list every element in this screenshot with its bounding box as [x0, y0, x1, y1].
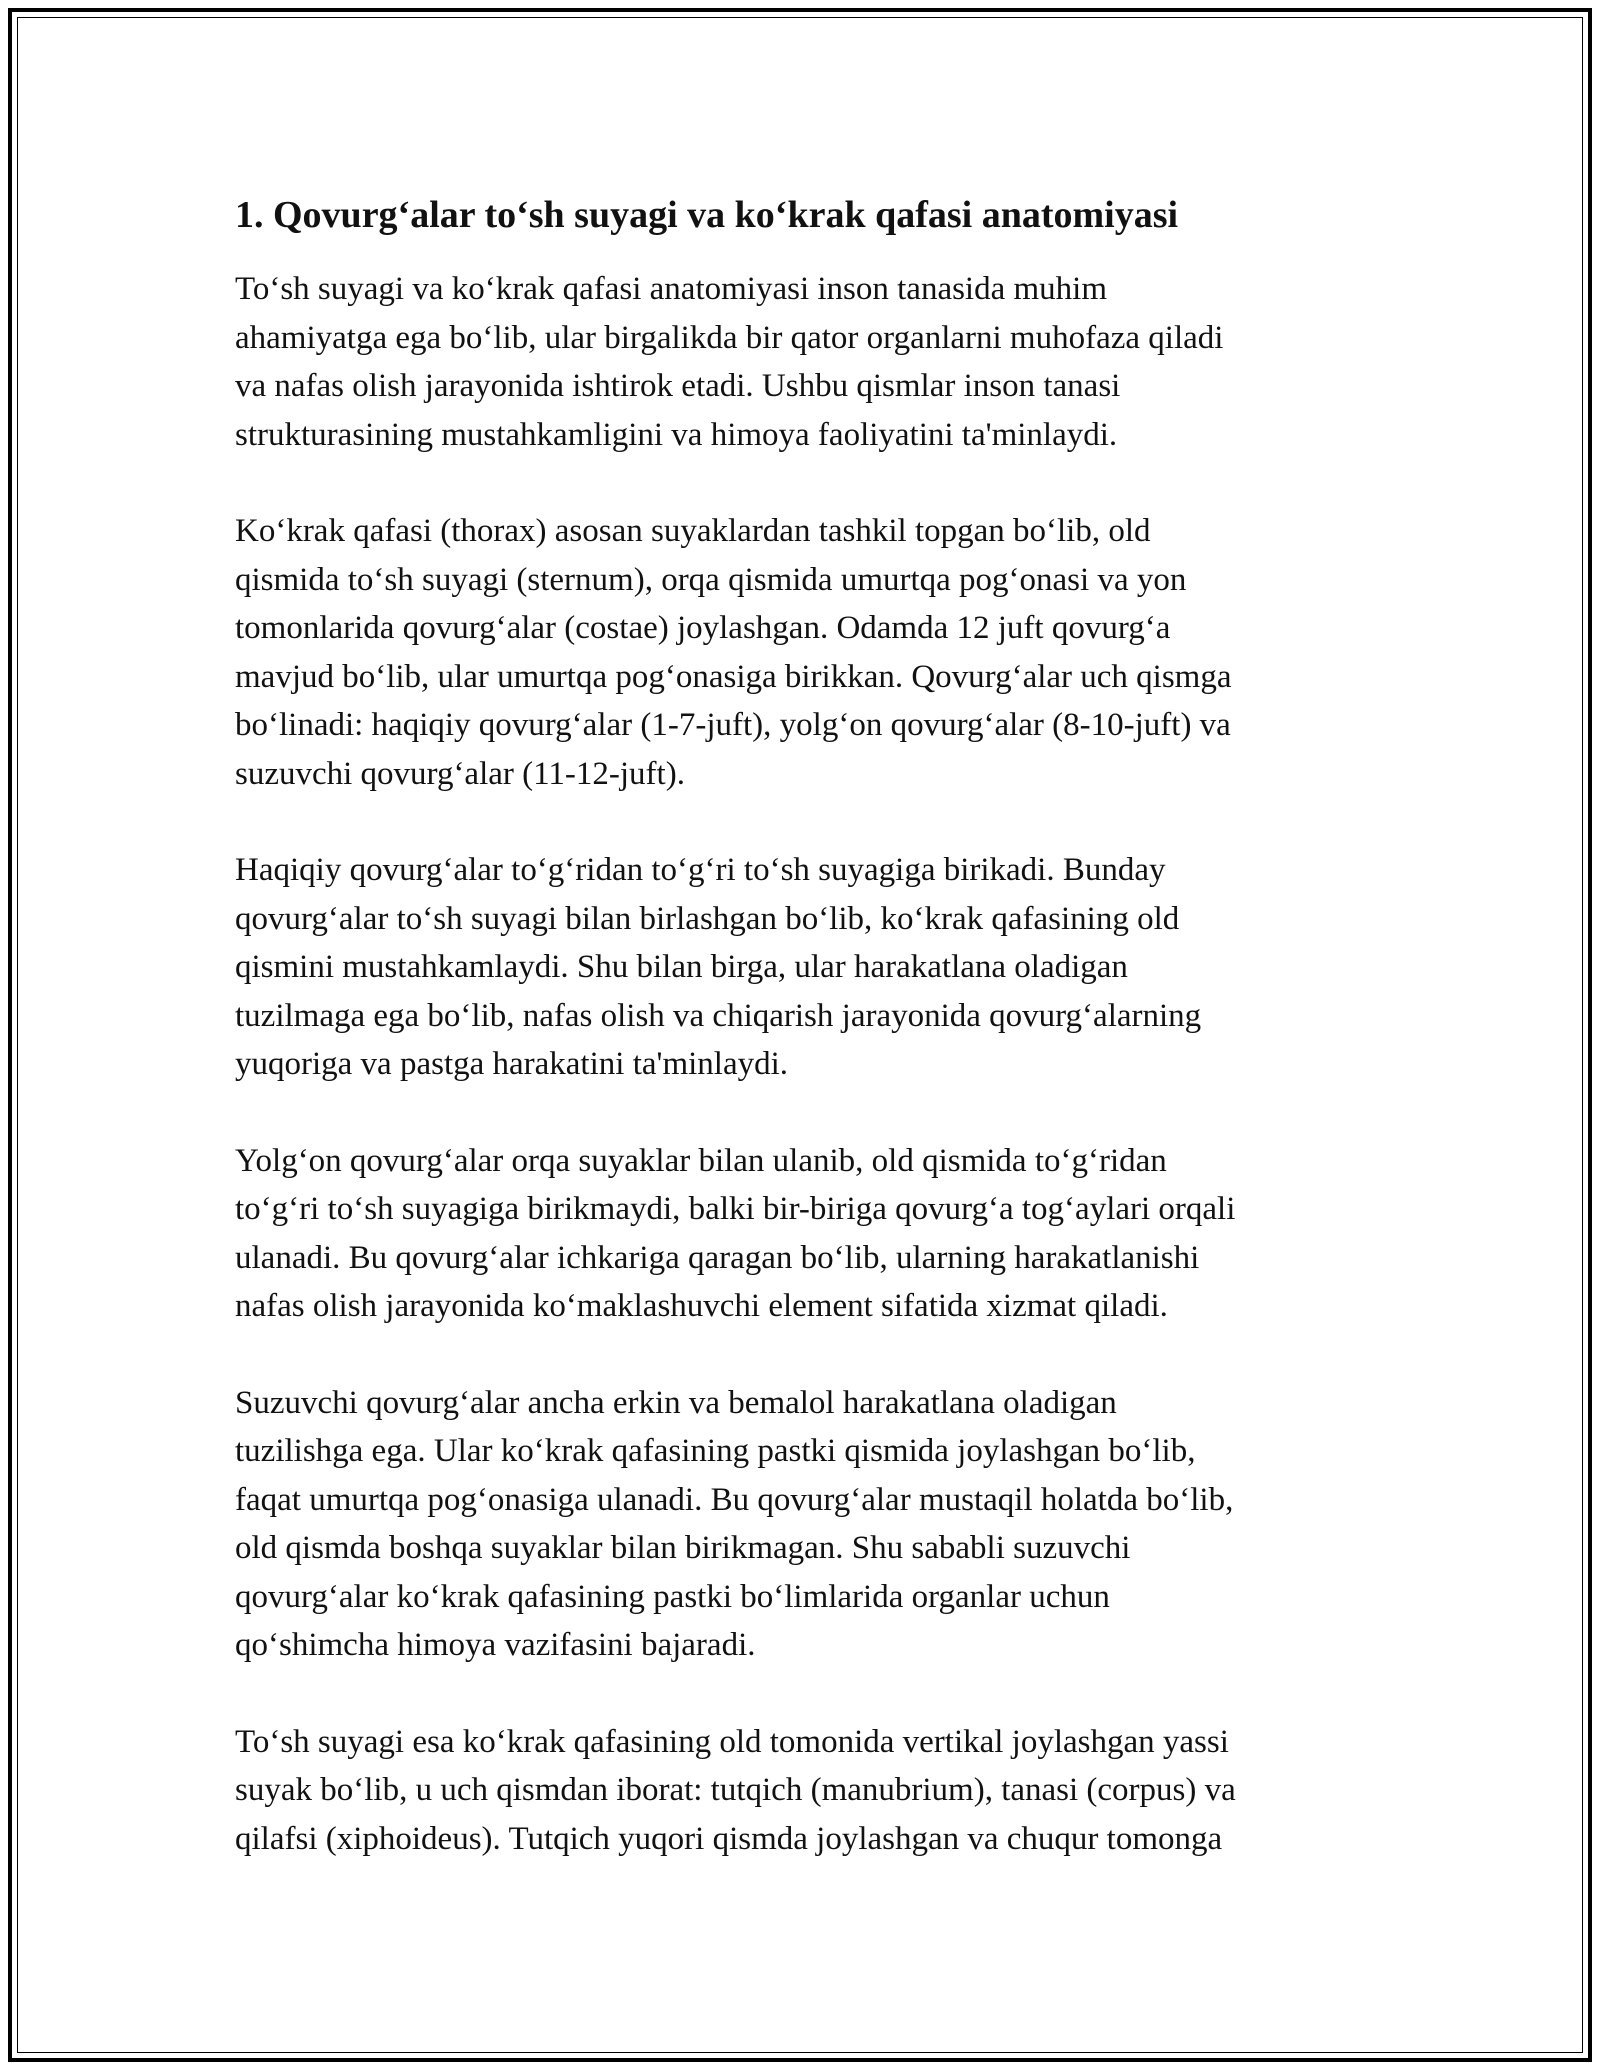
- text-line: tomonlarida qovurg‘alar (costae) joylashgan. Odamda 12 juft qovurg‘a: [235, 610, 1171, 646]
- text-line: qovurg‘alar ko‘krak qafasining pastki bo‘limlarida organlar uchun: [235, 1578, 1110, 1615]
- text-line: strukturasining mustahkamligini va himoya faoliyatini ta'minlaydi.: [235, 416, 1118, 453]
- text-line: yuqoriga va pastga harakatini ta'minlaydi.: [235, 1046, 789, 1082]
- paragraph-floating-ribs: [235, 1379, 1365, 1670]
- text-line: bo‘linadi: haqiqiy qovurg‘alar (1-7-juft), yolg‘on qovurg‘alar (8-10-juft) va: [235, 707, 1231, 743]
- text-line: To‘sh suyagi va ko‘krak qafasi anatomiyasi inson tanasida muhim: [235, 271, 1108, 307]
- text-line: To‘sh suyagi esa ko‘krak qafasining old tomonida vertikal joylashgan yassi: [235, 1723, 1229, 1760]
- text-line: suyak bo‘lib, u uch qismdan iborat: tutqich (manubrium), tanasi (corpus) va: [235, 1772, 1236, 1808]
- document-body: [235, 187, 1365, 1911]
- text-line: Ko‘krak qafasi (thorax) asosan suyaklardan tashkil topgan bo‘lib, old: [235, 513, 1151, 549]
- text-line: ulanadi. Bu qovurg‘alar ichkariga qaragan bo‘lib, ularning harakatlanishi: [235, 1239, 1200, 1276]
- text-line: qismini mustahkamlaydi. Shu bilan birga, ular harakatlana oladigan: [235, 949, 1128, 985]
- text-line: Yolg‘on qovurg‘alar orqa suyaklar bilan ulanib, old qismida to‘g‘ridan: [235, 1142, 1167, 1179]
- text-line: qilafsi (xiphoideus). Tutqich yuqori qismda joylashgan va chuqur tomonga: [235, 1820, 1223, 1857]
- text-line: qo‘shimcha himoya vazifasini bajaradi.: [235, 1627, 756, 1663]
- text-line: Suzuvchi qovurg‘alar ancha erkin va bemalol harakatlana oladigan: [235, 1384, 1117, 1421]
- paragraph-false-ribs: [235, 1137, 1365, 1331]
- paragraph-sternum: [235, 1718, 1365, 1864]
- text-line: tuzilishga ega. Ular ko‘krak qafasining pastki qismida joylashgan bo‘lib,: [235, 1433, 1196, 1469]
- text-line: to‘g‘ri to‘sh suyagiga birikmaydi, balki bir-biriga qovurg‘a tog‘aylari orqali: [235, 1191, 1236, 1227]
- paragraph-thorax: [235, 507, 1365, 798]
- text-line: qismida to‘sh suyagi (sternum), orqa qismida umurtqa pog‘onasi va yon: [235, 561, 1187, 598]
- text-line: suzuvchi qovurg‘alar (11-12-juft).: [235, 755, 685, 792]
- text-line: qovurg‘alar to‘sh suyagi bilan birlashgan bo‘lib, ko‘krak qafasining old: [235, 900, 1180, 937]
- paragraph-true-ribs: [235, 846, 1365, 1089]
- text-line: Haqiqiy qovurg‘alar to‘g‘ridan to‘g‘ri to‘sh suyagiga birikadi. Bunday: [235, 852, 1166, 888]
- text-line: faqat umurtqa pog‘onasiga ulanadi. Bu qovurg‘alar mustaqil holatda bo‘lib,: [235, 1481, 1234, 1518]
- text-line: mavjud bo‘lib, ular umurtqa pog‘onasiga birikkan. Qovurg‘alar uch qismga: [235, 658, 1232, 695]
- text-line: tuzilmaga ega bo‘lib, nafas olish va chiqarish jarayonida qovurg‘alarning: [235, 997, 1202, 1034]
- text-line: old qismda boshqa suyaklar bilan birikmagan. Shu sababli suzuvchi: [235, 1530, 1131, 1566]
- text-line: va nafas olish jarayonida ishtirok etadi. Ushbu qismlar inson tanasi: [235, 368, 1121, 404]
- section-heading: 1. Qovurg‘alar to‘sh suyagi va ko‘krak qafasi anatomiyasi: [235, 194, 1179, 236]
- text-line: ahamiyatga ega bo‘lib, ular birgalikda bir qator organlarni muhofaza qiladi: [235, 319, 1224, 356]
- paragraph-intro: [235, 265, 1365, 459]
- text-line: nafas olish jarayonida ko‘maklashuvchi element sifatida xizmat qiladi.: [235, 1288, 1168, 1324]
